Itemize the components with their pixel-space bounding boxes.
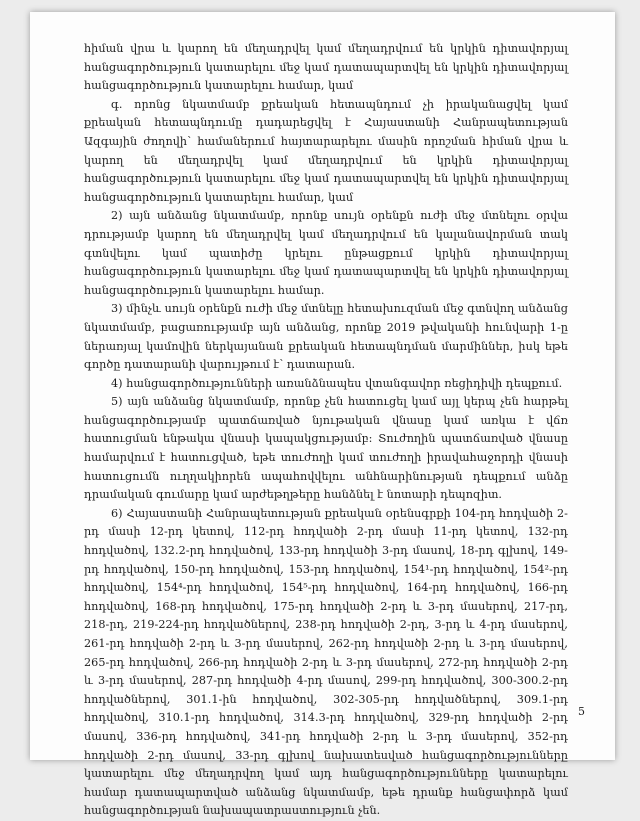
document-page bbox=[30, 12, 615, 818]
page-number: 5 bbox=[578, 705, 585, 718]
paragraph-item-5: 5) այն անձանց նկատմամբ, որոնք չեն հատուցել կամ այլ կերպ չեն հարթել հանցագործությամբ պատճառված նյութական վնասը կամ առկա է վճռ հատուցման ենթակա վնասի կապակցությամբ: Տուժողին պատճառված վնասը համարվում է հատուցված, եթե տուժողի կամ տուժողի իրավահաջորդի վնասի հատուցումն ուղղակիորեն ապահովվելու անհնարինության դեպքում անձը դրամական գումարը կամ արժեթղթերը հանձնել է նոտարի դեպոզիտ. bbox=[84, 395, 568, 502]
paragraph-continuation: հիման վրա և կարող են մեղադրվել կամ մեղադրվում են կրկին դիտավորյալ հանցագործություն կատարելու մեջ կամ դատապարտվել են կրկին դիտավորյալ հանցագործություն կատարելու համար, կամ bbox=[84, 42, 568, 93]
paragraph-item-4: 4) հանցագործությունների առանձնապես վտանգավոր ռեցիդիվի դեպքում. bbox=[111, 376, 563, 390]
body-text bbox=[84, 40, 568, 821]
paragraph-item-g: գ. որոնց նկատմամբ քրեական հետապնդում չի իրականացվել կամ քրեական հետապնդումը դադարեցվել է Հայաստանի Հանրապետության Ազգային ժողովի՝ համաներում հայտարարելու մասին որոշման հիման վրա և կարող են մեղադրվել կամ մեղադրվում են կրկին դիտավորյալ հանցագործություն կատարելու մեջ կամ դատապարտվել են կրկին դիտավորյալ հանցագործություն կատարելու համար, կամ bbox=[84, 97, 568, 204]
paragraph-item-6: 6) Հայաստանի Հանրապետության քրեական օրենսգրքի 104-րդ հոդվածի 2-րդ մասի 12-րդ կետով, 112-րդ հոդվածի 2-րդ մասի 11-րդ կետով, 132-րդ հոդվածով, 132.2-րդ հոդվածով, 133-րդ հոդվածի 3-րդ մասով, 18-րդ գլխով, 149-րդ հոդվածով, 150-րդ հոդվածով, 153-րդ հոդվածով, 154¹-րդ հոդվածով, 154²-րդ հոդվածով, 154⁴-րդ հոդվածով, 154⁵-րդ հոդվածով, 164-րդ հոդվածով, 166-րդ հոդվածով, 168-րդ հոդվածով, 175-րդ հոդվածի 2-րդ և 3-րդ մասերով, 217-րդ, 218-րդ, 219-224-րդ հոդվածներով, 238-րդ հոդվածի 2-րդ, 3-րդ և 4-րդ մասերով, 261-րդ հոդվածի 2-րդ և 3-րդ մասերով, 262-րդ հոդվածի 2-րդ և 3-րդ մասերով, 265-րդ հոդվածով, 266-րդ հոդվածի 2-րդ և 3-րդ մասերով, 272-րդ հոդվածի 2-րդ և 3-րդ մասերով, 287-րդ հոդվածի 4-րդ մասով, 299-րդ հոդվածով, 300-300.2-րդ հոդվածներով, 301.1-ին հոդվածով, 302-305-րդ հոդվածներով, 309.1-րդ հոդվածով, 310.1-րդ հոդվածով, 314.3-րդ հոդվածով, 329-րդ հոդվածի 2-րդ մասով, 336-րդ հոդվածով, 341-րդ հոդվածի 2-րդ և 3-րդ մասերով, 352-րդ հոդվածի 2-րդ մասով, 33-րդ գլխով նախատեսված հանցագործությունները կատարելու մեջ մեղադրվող կամ այդ հանցագործությունները կատարելու համար դատապարտված անձանց նկատմամբ, եթե դրանք հանցափորձ կամ հանցագործության նախապատրաստություն չեն. bbox=[84, 506, 568, 818]
paragraph-item-3: 3) մինչև սույն օրենքն ուժի մեջ մտնելը հետախուզման մեջ գտնվող անձանց նկատմամբ, բացառությամբ այն անձանց, որոնք 2019 թվականի հունվարի 1-ը ներառյալ կամովին ներկայանան քրեական հետապնդման մարմիններ, իսկ եթե գործը դատարանի վարույթում է՝ դատարան. bbox=[84, 302, 568, 372]
paragraph-item-2: 2) այն անձանց նկատմամբ, որոնք սույն օրենքն ուժի մեջ մտնելու օրվա դրությամբ կարող են մեղադրվել կամ մեղադրվում են կալանավորման տակ գտնվելու կամ պատիժը կրելու ընթացքում կրկին դիտավորյալ հանցագործություն կատարելու մեջ կամ դատապարտվել են կրկին դիտավորյալ հանցագործություն կատարելու համար. bbox=[84, 209, 568, 297]
